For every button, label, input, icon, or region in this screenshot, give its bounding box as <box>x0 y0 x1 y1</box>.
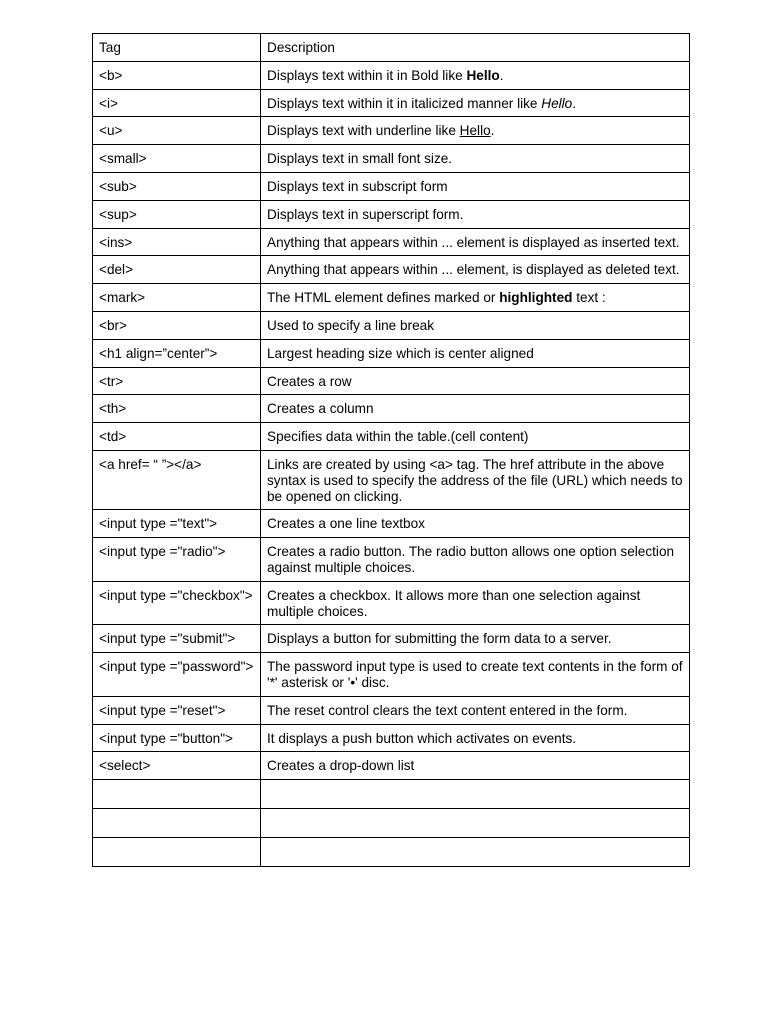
tag-cell: <sup> <box>93 200 261 228</box>
empty-cell <box>93 780 261 809</box>
italic-sample: Hello <box>541 95 573 111</box>
table-row <box>93 581 690 625</box>
empty-cell <box>93 838 261 867</box>
tag-cell: <input type ="button"> <box>93 724 261 752</box>
description-text: Displays text within it in italicized manner like <box>267 95 542 111</box>
html-tags-table <box>92 33 690 867</box>
description-cell: Displays a button for submitting the form data to a server. <box>261 625 690 653</box>
table-row <box>93 395 690 423</box>
bold-sample: Hello <box>466 67 500 83</box>
description-cell: The password input type is used to create text contents in the form of '*' asterisk or '•' disc. <box>261 653 690 697</box>
description-cell: The reset control clears the text content entered in the form. <box>261 696 690 724</box>
description-cell: Displays text in subscript form <box>261 172 690 200</box>
header-tag-cell: Tag <box>93 34 261 62</box>
table-row <box>93 510 690 538</box>
table-row <box>93 653 690 697</box>
description-cell <box>261 89 690 117</box>
description-text: Displays text within it in Bold like <box>267 67 467 83</box>
underline-sample: Hello <box>459 123 491 139</box>
description-cell: Creates a row <box>261 367 690 395</box>
table-row <box>93 625 690 653</box>
empty-cell <box>93 809 261 838</box>
table-header-row <box>93 34 690 62</box>
table-row <box>93 61 690 89</box>
empty-cell <box>261 780 690 809</box>
tag-cell: <input type ="checkbox"> <box>93 581 261 625</box>
table-row <box>93 311 690 339</box>
table-row <box>93 339 690 367</box>
description-cell: Largest heading size which is center aligned <box>261 339 690 367</box>
description-text: Displays text with underline like <box>267 123 460 139</box>
table-row <box>93 724 690 752</box>
description-text: . <box>572 95 577 111</box>
tag-cell: <del> <box>93 256 261 284</box>
table-row <box>93 200 690 228</box>
description-cell <box>261 284 690 312</box>
tag-cell: <mark> <box>93 284 261 312</box>
description-cell: Displays text in superscript form. <box>261 200 690 228</box>
description-cell: Specifies data within the table.(cell content) <box>261 423 690 451</box>
table-row <box>93 284 690 312</box>
tag-cell: <small> <box>93 145 261 173</box>
tag-cell: <tr> <box>93 367 261 395</box>
empty-cell <box>261 809 690 838</box>
tag-cell: <a href= “ ”></a> <box>93 450 261 509</box>
bold-sample: highlighted <box>499 290 573 306</box>
tag-cell: <i> <box>93 89 261 117</box>
description-cell: It displays a push button which activates on events. <box>261 724 690 752</box>
description-cell: Creates a radio button. The radio button allows one option selection against multiple choices. <box>261 538 690 582</box>
tag-cell: <sub> <box>93 172 261 200</box>
description-text: . <box>490 123 495 139</box>
table-row <box>93 423 690 451</box>
header-description-cell: Description <box>261 34 690 62</box>
empty-cell <box>261 838 690 867</box>
description-cell <box>261 117 690 145</box>
table-row <box>93 256 690 284</box>
table-row <box>93 538 690 582</box>
tag-cell: <input type ="text"> <box>93 510 261 538</box>
description-cell: Links are created by using <a> tag. The href attribute in the above syntax is used to specify the address of the file (URL) which needs to be opened on clicking. <box>261 450 690 509</box>
table-row <box>93 450 690 509</box>
table-row <box>93 172 690 200</box>
description-cell <box>261 61 690 89</box>
tag-cell: <th> <box>93 395 261 423</box>
description-cell: Anything that appears within ... element is displayed as inserted text. <box>261 228 690 256</box>
description-text: text : <box>572 290 606 306</box>
empty-table-row <box>93 838 690 867</box>
description-cell: Anything that appears within ... element, is displayed as deleted text. <box>261 256 690 284</box>
tag-cell: <input type ="reset"> <box>93 696 261 724</box>
empty-table-row <box>93 809 690 838</box>
tag-cell: <input type ="radio"> <box>93 538 261 582</box>
table-row <box>93 145 690 173</box>
tag-cell: <b> <box>93 61 261 89</box>
description-cell: Used to specify a line break <box>261 311 690 339</box>
table-row <box>93 752 690 780</box>
tag-cell: <select> <box>93 752 261 780</box>
description-text: The HTML element defines marked or <box>267 290 500 306</box>
table-row <box>93 89 690 117</box>
tag-cell: <td> <box>93 423 261 451</box>
tag-cell: <h1 align=”center”> <box>93 339 261 367</box>
description-cell: Creates a checkbox. It allows more than one selection against multiple choices. <box>261 581 690 625</box>
tag-cell: <input type ="password"> <box>93 653 261 697</box>
description-cell: Creates a drop-down list <box>261 752 690 780</box>
tag-cell: <ins> <box>93 228 261 256</box>
empty-table-row <box>93 780 690 809</box>
tag-cell: <u> <box>93 117 261 145</box>
description-cell: Displays text in small font size. <box>261 145 690 173</box>
description-cell: Creates a column <box>261 395 690 423</box>
description-cell: Creates a one line textbox <box>261 510 690 538</box>
description-text: . <box>499 67 504 83</box>
table-row <box>93 696 690 724</box>
tag-cell: <br> <box>93 311 261 339</box>
tag-cell: <input type ="submit"> <box>93 625 261 653</box>
table-row <box>93 228 690 256</box>
table-row <box>93 117 690 145</box>
table-row <box>93 367 690 395</box>
